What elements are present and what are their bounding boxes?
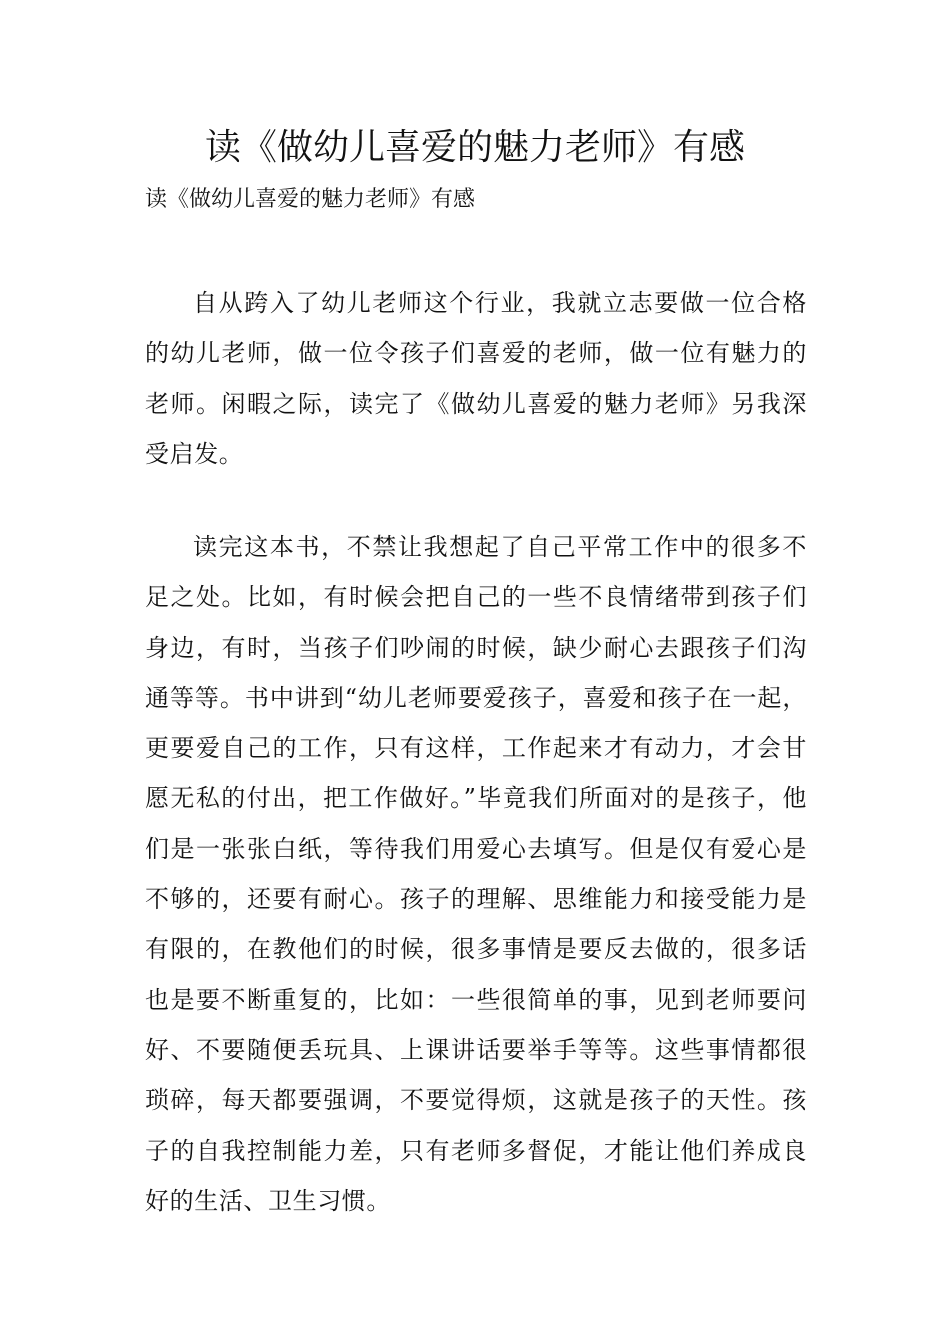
document-subtitle: 读《做幼儿喜爱的魅力老师》有感 bbox=[145, 187, 476, 212]
paragraph-2: 读完这本书，不禁让我想起了自己平常工作中的很多不足之处。比如，有时候会把自己的一些不良情绪带到孩子们身边，有时，当孩子们吵闹的时候，缺少耐心去跟孩子们沟通等等。书中讲到“幼儿老师要爱孩子，喜爱和孩子在一起，更要爱自己的工作，只有这样，工作起来才有动力，才会甘愿无私的付出，把工作做好。”毕竟我们所面对的是孩子，他们是一张张白纸，等待我们用爱心去填写。但是仅有爱心是不够的，还要有耐心。孩子的理解、思维能力和接受能力是有限的，在教他们的时候，很多事情是要反去做的，很多话也是要不断重复的，比如：一些很简单的事，见到老师要问好、不要随便丢玩具、上课讲话要举手等等。这些事情都很琐碎，每天都要强调，不要觉得烦，这就是孩子的天性。孩子的自我控制能力差，只有老师多督促，才能让他们养成良好的生活、卫生习惯。 bbox=[145, 533, 807, 1215]
document-title: 读《做幼儿喜爱的魅力老师》有感 bbox=[204, 127, 745, 168]
paragraph-1: 自从跨入了幼儿老师这个行业，我就立志要做一位合格的幼儿老师，做一位令孩子们喜爱的老师，做一位有魅力的老师。闲暇之际，读完了《做幼儿喜爱的魅力老师》另我深受启发。 bbox=[145, 289, 807, 468]
